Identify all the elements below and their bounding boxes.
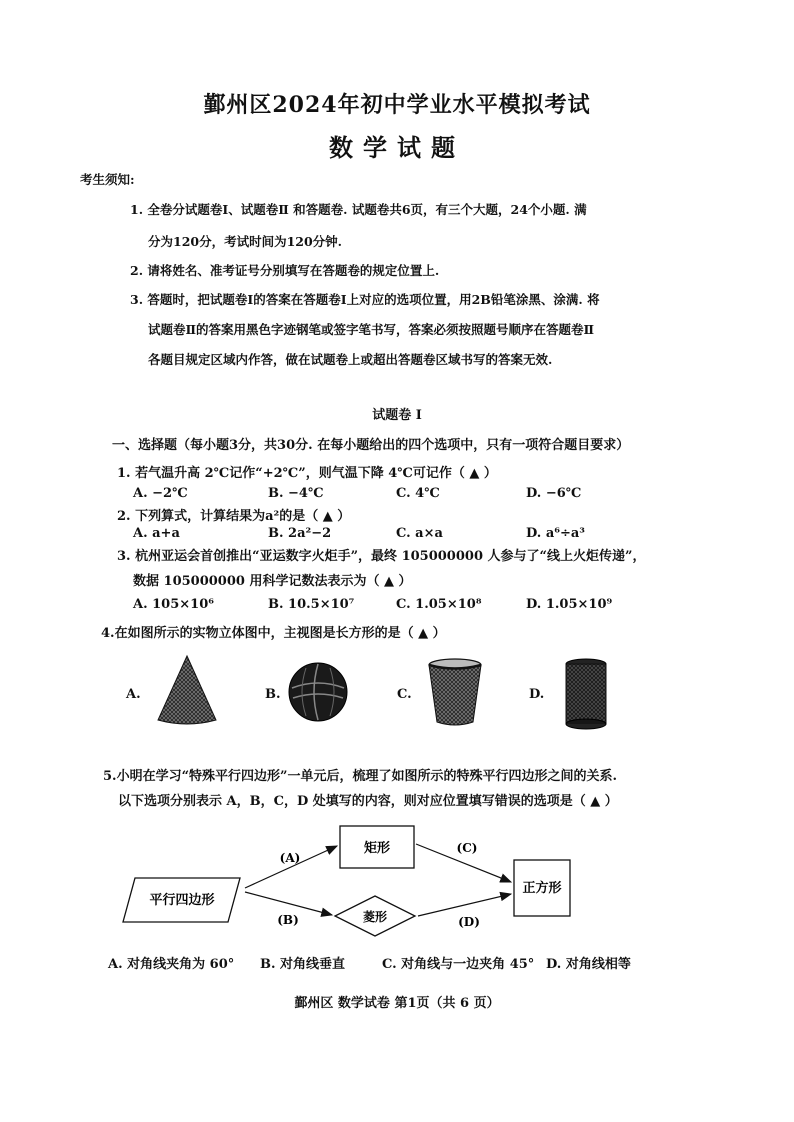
rectangle-label: 矩形	[363, 841, 391, 856]
q5-option-a: A. 对角线夹角为 60°	[108, 957, 235, 972]
q1-option-c: C. 4℃	[396, 486, 440, 501]
notice-item: 3. 答题时，把试题卷Ⅰ的答案在答题卷Ⅰ上对应的选项位置，用2B铅笔涂黑、涂满. 将	[130, 292, 600, 307]
arrow-a-label: (A)	[279, 851, 301, 865]
frustum-basket-image	[426, 656, 484, 728]
notice-item: 2. 请将姓名、准考证号分别填写在答题卷的规定位置上.	[130, 263, 440, 278]
q4-label-c: C.	[397, 687, 412, 702]
q3-stem-line1: 3. 杭州亚运会首创推出“亚运数字火炬手”，最终 105000000 人参与了“线上火炬传递”，	[117, 549, 646, 564]
parallelogram-label: 平行四边形	[149, 893, 215, 908]
q2-option-a: A. a+a	[133, 526, 180, 541]
q3-option-b: B. 10.5×10⁷	[268, 597, 355, 612]
q4-label-d: D.	[529, 687, 545, 702]
q5-stem-line2: 以下选项分别表示 A，B，C，D 处填写的内容，则对应位置填写错误的选项是（ ▲ ）	[118, 794, 618, 809]
notice-item: 1. 全卷分试题卷Ⅰ、试题卷Ⅱ 和答题卷. 试题卷共6页，有三个大题，24个小题. 满	[130, 202, 587, 217]
page-footer: 鄞州区 数学试卷 第1页（共 6 页）	[294, 996, 500, 1011]
notice-item: 试题卷Ⅱ的答案用黑色字迹钢笔或签字笔书写，答案必须按照题号顺序在答题卷Ⅱ	[148, 322, 595, 337]
cylinder-basket-image	[562, 656, 610, 730]
section-heading: 一、选择题（每小题3分，共30分. 在每小题给出的四个选项中，只有一项符合题目要求）	[112, 438, 630, 453]
q5-option-b: B. 对角线垂直	[260, 957, 346, 972]
q3-option-d: D. 1.05×10⁹	[526, 597, 613, 612]
exam-subtitle: 数学试题	[329, 133, 465, 162]
q1-option-a: A. −2℃	[133, 486, 188, 501]
q2-stem: 2. 下列算式，计算结果为a²的是（ ▲ ）	[117, 509, 351, 524]
arrow-d-label: (D)	[458, 915, 480, 929]
sphere-image	[286, 660, 350, 724]
q2-option-c: C. a×a	[396, 526, 443, 541]
q4-label-b: B.	[265, 687, 281, 702]
q1-option-b: B. −4℃	[268, 486, 324, 501]
notice-heading: 考生须知:	[80, 172, 135, 187]
notice-item: 各题目规定区域内作答，做在试题卷上或超出答题卷区域书写的答案无效.	[148, 352, 553, 367]
square-label: 正方形	[522, 881, 562, 896]
q4-stem: 4.在如图所示的实物立体图中，主视图是长方形的是（ ▲ ）	[101, 626, 446, 641]
q2-option-b: B. 2a²−2	[268, 526, 332, 541]
arrow-c-label: (C)	[456, 841, 478, 855]
arrow-b-label: (B)	[277, 913, 299, 927]
q5-option-c: C. 对角线与一边夹角 45°	[382, 957, 535, 972]
q3-option-a: A. 105×10⁶	[133, 597, 214, 612]
q1-option-d: D. −6℃	[526, 486, 582, 501]
section-label: 试题卷 Ⅰ	[372, 408, 422, 423]
parallelogram-relation-diagram	[100, 812, 660, 952]
q2-option-d: D. a⁶÷a³	[526, 526, 585, 541]
q1-stem: 1. 若气温升高 2℃记作“+2℃”，则气温下降 4℃可记作（ ▲ ）	[117, 466, 497, 481]
notice-item: 分为120分，考试时间为120分钟.	[148, 234, 343, 249]
arrow-d	[418, 894, 511, 916]
arrow-b	[245, 892, 332, 915]
q4-label-a: A.	[126, 687, 141, 702]
rhombus-label: 菱形	[362, 910, 388, 924]
exam-title: 鄞州区2024年初中学业水平模拟考试	[203, 92, 591, 118]
cone-image	[152, 652, 222, 728]
q5-stem-line1: 5.小明在学习“特殊平行四边形”一单元后，梳理了如图所示的特殊平行四边形之间的关系.	[103, 769, 618, 784]
q3-stem-line2: 数据 105000000 用科学记数法表示为（ ▲ ）	[133, 574, 412, 589]
q3-option-c: C. 1.05×10⁸	[396, 597, 482, 612]
q5-option-d: D. 对角线相等	[546, 957, 631, 972]
